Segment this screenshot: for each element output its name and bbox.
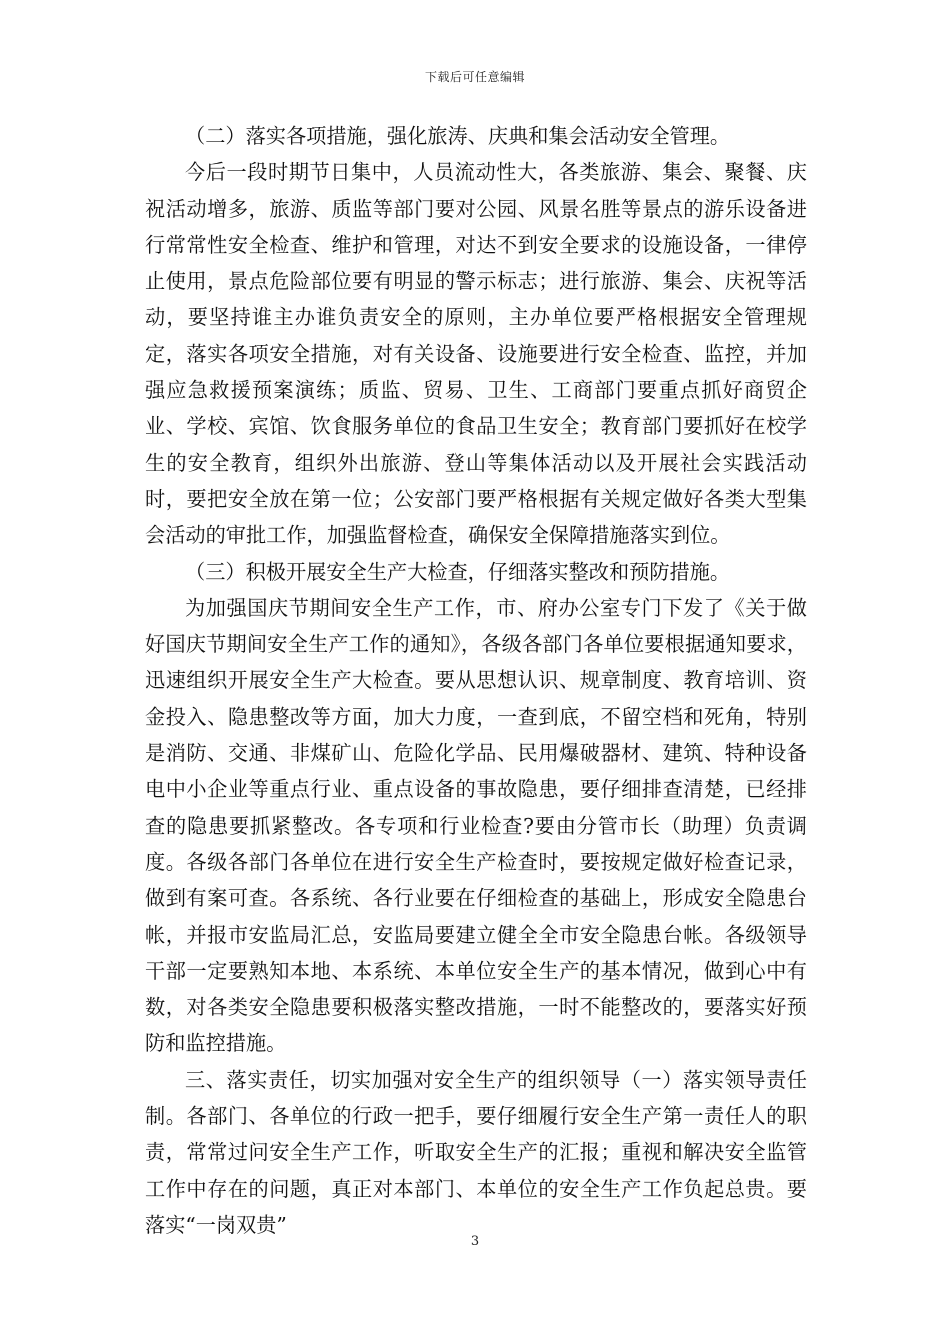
document-body [145, 118, 807, 1243]
body-paragraph: 今后一段时期节日集中，人员流动性大，各类旅游、集会、聚餐、庆祝活动增多，旅游、质监等部门要对公园、风景名胜等景点的游乐设备进行常常性安全检查、维护和管理，对达不到安全要求的设施设备，一律停止使用，景点危险部位要有明显的警示标志；进行旅游、集会、庆祝等活动，要坚持谁主办谁负责安全的原则，主办单位要严格根据安全管理规定，落实各项安全措施，对有关设备、设施要进行安全检查、监控，并加强应急救援预案演练；质监、贸易、卫生、工商部门要重点抓好商贸企业、学校、宾馆、饮食服务单位的食品卫生安全；教育部门要抓好在校学生的安全教育，组织外出旅游、登山等集体活动以及开展社会实践活动时，要把安全放在第一位；公安部门要严格根据有关规定做好各类大型集会活动的审批工作，加强监督检查，确保安全保障措施落实到位。 [145, 160, 807, 548]
page-number: 3 [470, 1234, 480, 1249]
section-heading-three: （三）积极开展安全生产大检查，仔细落实整改和预防措施。 [185, 559, 731, 584]
body-paragraph: 为加强国庆节期间安全生产工作，市、府办公室专门下发了《关于做好国庆节期间安全生产工作的通知》，各级各部门各单位要根据通知要求，迅速组织开展安全生产大检查。要从思想认识、规章制度、教育培训、资金投入、隐患整改等方面，加大力度，一查到底，不留空档和死角，特别是消防、交通、非煤矿山、危险化学品、民用爆破器材、建筑、特种设备电中小企业等重点行业、重点设备的事故隐患，要仔细排查清楚，已经排查的隐患要抓紧整改。各专项和行业检查?要由分管市长（助理）负责调度。各级各部门各单位在进行安全生产检查时，要按规定做好检查记录，做到有案可查。各系统、各行业要在仔细检查的基础上，形成安全隐患台帐，并报市安监局汇总，安监局要建立健全全市安全隐患台帐。各级领导干部一定要熟知本地、本系统、本单位安全生产的基本情况，做到心中有数，对各类安全隐患要积极落实整改措施，一时不能整改的，要落实好预防和监控措施。 [145, 595, 807, 1056]
body-paragraph: 三、落实责任，切实加强对安全生产的组织领导（一）落实领导责任制。各部门、各单位的行政一把手，要仔细履行安全生产第一责任人的职责，常常过问安全生产工作，听取安全生产的汇报；重视和解决安全监管工作中存在的问题，真正对本部门、本单位的安全生产工作负起总贵。要落实“一岗双贵” [145, 1067, 807, 1237]
page-header: 下载后可任意编辑 [424, 70, 525, 84]
section-heading-two: （二）落实各项措施，强化旅涛、庆典和集会活动安全管理。 [185, 124, 731, 148]
